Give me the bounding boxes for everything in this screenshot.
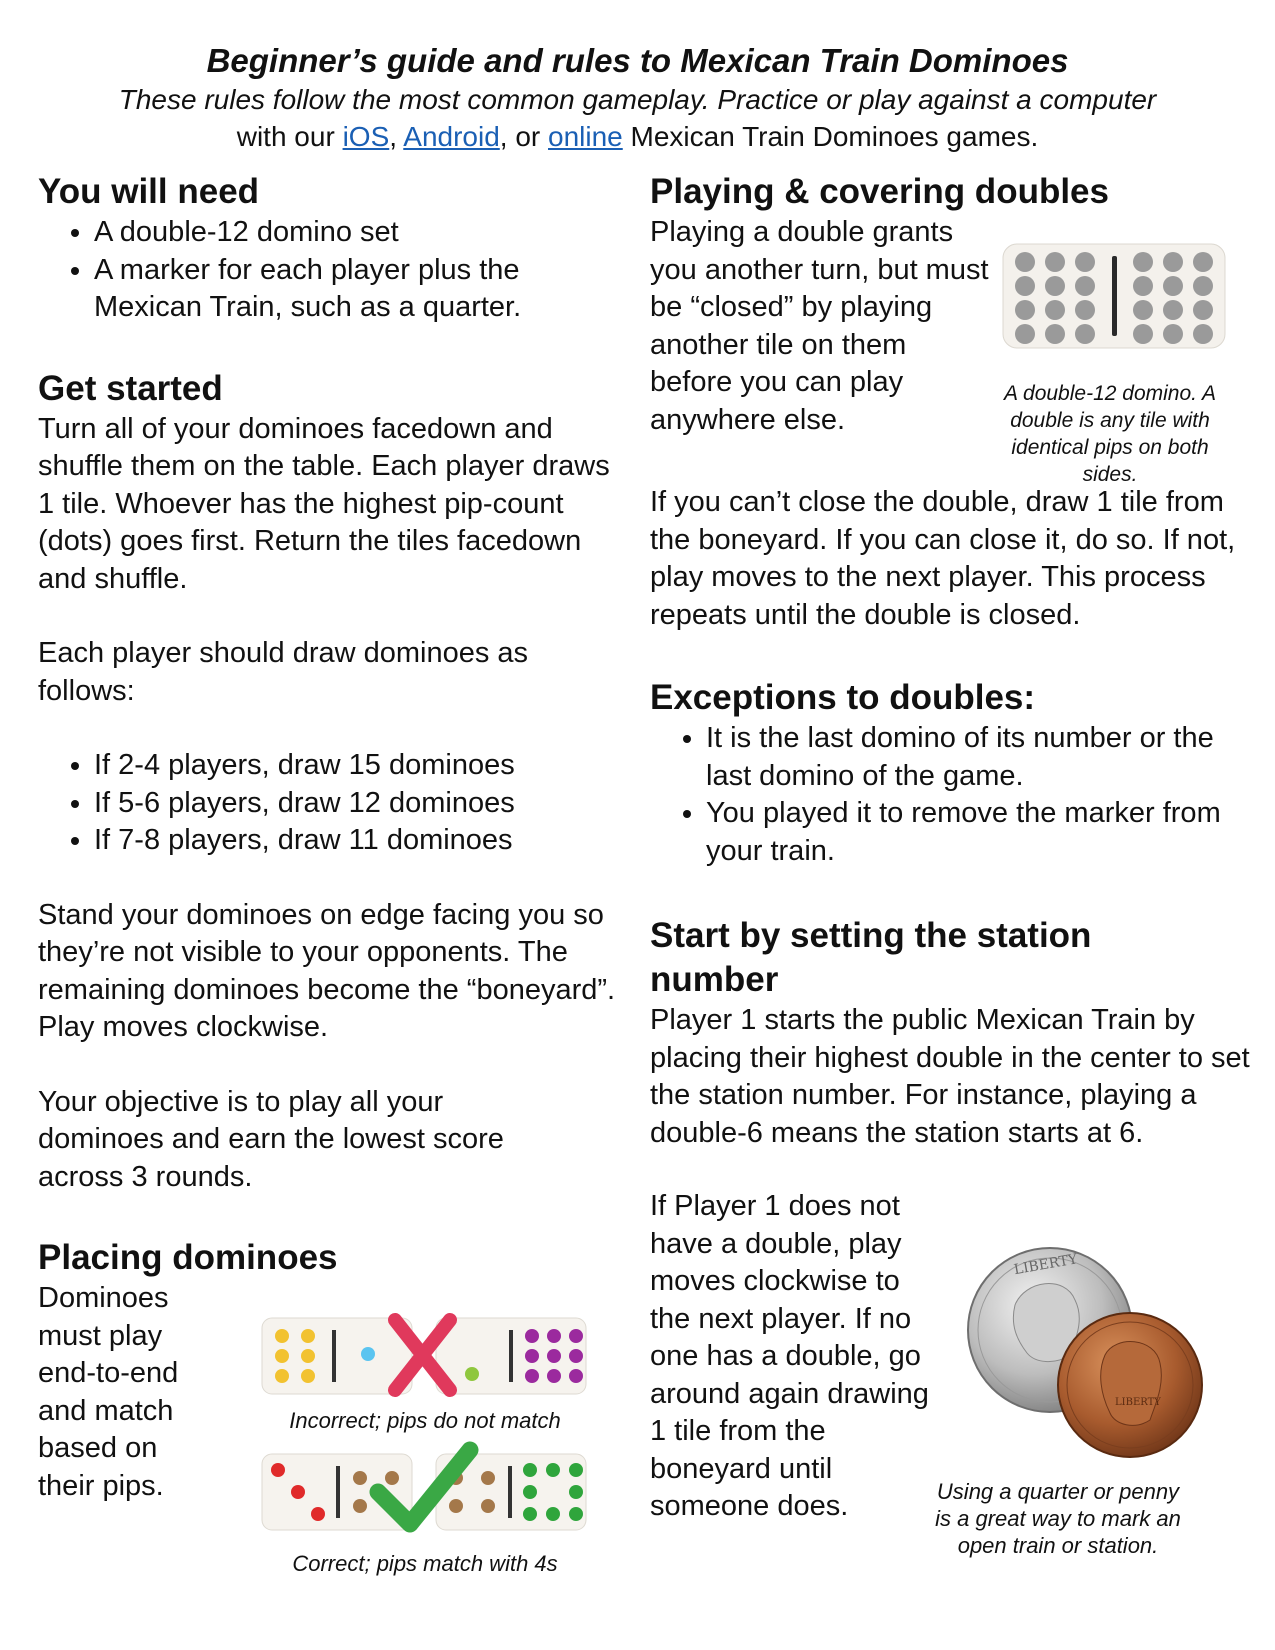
domino-tile <box>262 1318 412 1394</box>
links-suffix: Mexican Train Dominoes games. <box>622 121 1039 152</box>
page-subtitle-links <box>0 118 1275 156</box>
station-heading: Start by setting the station number <box>650 916 1092 999</box>
double-12-caption: A double-12 domino. A double is any tile with identical pips on both sides. <box>1003 382 1217 486</box>
pip <box>275 1369 289 1383</box>
list-item: • If 7-8 players, draw 11 dominoes <box>94 822 628 860</box>
correct-domino-illustration <box>260 1440 590 1540</box>
incorrect-domino-illustration <box>260 1310 590 1400</box>
android-link[interactable]: Android <box>403 121 500 152</box>
exceptions-list <box>650 720 1250 870</box>
exceptions-heading: Exceptions to doubles: <box>650 678 1036 717</box>
list-item: • A double-12 domino set <box>94 214 628 252</box>
doubles-paragraph-1: Playing a double grants you another turn, but must be “closed” by playing another tile on them before you can play anywhere else. <box>650 216 989 436</box>
station-paragraph-1: Player 1 starts the public Mexican Train by placing their highest double in the center to set the station number. For instance, playing a double-6 means the station starts at 6. <box>650 1004 1250 1149</box>
placing-paragraph: Dominoes must play end-to-end and match based on their pips. <box>38 1282 179 1502</box>
placing-heading: Placing dominoes <box>38 1238 338 1277</box>
domino-tile <box>436 1318 586 1394</box>
doubles-paragraph-2: If you can’t close the double, draw 1 tile from the boneyard. If you can close it, do so. If not, play moves to the next player. This process repeats until the double is closed. <box>650 486 1236 631</box>
page-header <box>0 40 1275 156</box>
station-paragraph-2: If Player 1 does not have a double, play moves clockwise to the next player. If no one has a double, go around again drawing 1 tile from the boneyard until someone does. <box>650 1190 929 1522</box>
links-sep-2: , or <box>499 121 549 152</box>
ios-link[interactable]: iOS <box>342 121 390 152</box>
need-list <box>38 214 628 327</box>
coin-caption: Using a quarter or penny is a great way to mark an open train or station. <box>935 1479 1181 1558</box>
pip <box>275 1329 289 1343</box>
left-column <box>38 170 628 1505</box>
list-item: • If 2-4 players, draw 15 dominoes <box>94 747 628 785</box>
start-paragraph-1: Turn all of your dominoes facedown and shuffle them on the table. Each player draws 1 tile. Whoever has the highest pip-count (dots) goes first. Return the tiles facedown and shuffle. <box>38 412 610 595</box>
start-paragraph-4: Your objective is to play all your dominoes and earn the lowest score across 3 rounds. <box>38 1085 504 1193</box>
penny-inscription: LIBERTY <box>1115 1397 1161 1408</box>
double-12-domino-image <box>1000 240 1230 352</box>
draw-count-list <box>38 747 628 860</box>
correct-caption: Correct; pips match with 4s <box>292 1551 558 1576</box>
quarter-inscription: LIBERTY <box>1012 1251 1079 1279</box>
penny-coin <box>1058 1313 1202 1457</box>
start-paragraph-3: Stand your dominoes on edge facing you so they’re not visible to your opponents. The remaining dominoes become the “boneyard”. Play moves clockwise. <box>38 898 616 1043</box>
online-link[interactable]: online <box>548 121 623 152</box>
coins-image <box>955 1245 1210 1475</box>
list-item: • It is the last domino of its number or the last domino of the game. <box>706 720 1250 795</box>
start-heading: Get started <box>38 368 223 408</box>
pip <box>361 1347 375 1361</box>
links-sep-1: , <box>389 121 404 152</box>
list-item: • A marker for each player plus the Mexican Train, such as a quarter. <box>94 252 628 327</box>
page-title: Beginner’s guide and rules to Mexican Train Dominoes <box>206 42 1069 79</box>
pip <box>271 1463 285 1477</box>
list-item: • If 5-6 players, draw 12 dominoes <box>94 785 628 823</box>
links-prefix: with our <box>236 121 343 152</box>
doubles-heading: Playing & covering doubles <box>650 172 1109 211</box>
list-item: • You played it to remove the marker from your train. <box>706 795 1250 870</box>
pip <box>275 1349 289 1363</box>
start-paragraph-2: Each player should draw dominoes as follows: <box>38 637 529 707</box>
incorrect-caption: Incorrect; pips do not match <box>289 1408 561 1433</box>
page-subtitle: These rules follow the most common gameplay. Practice or play against a computer <box>118 84 1157 115</box>
pip <box>465 1367 479 1381</box>
need-heading: You will need <box>38 172 260 211</box>
